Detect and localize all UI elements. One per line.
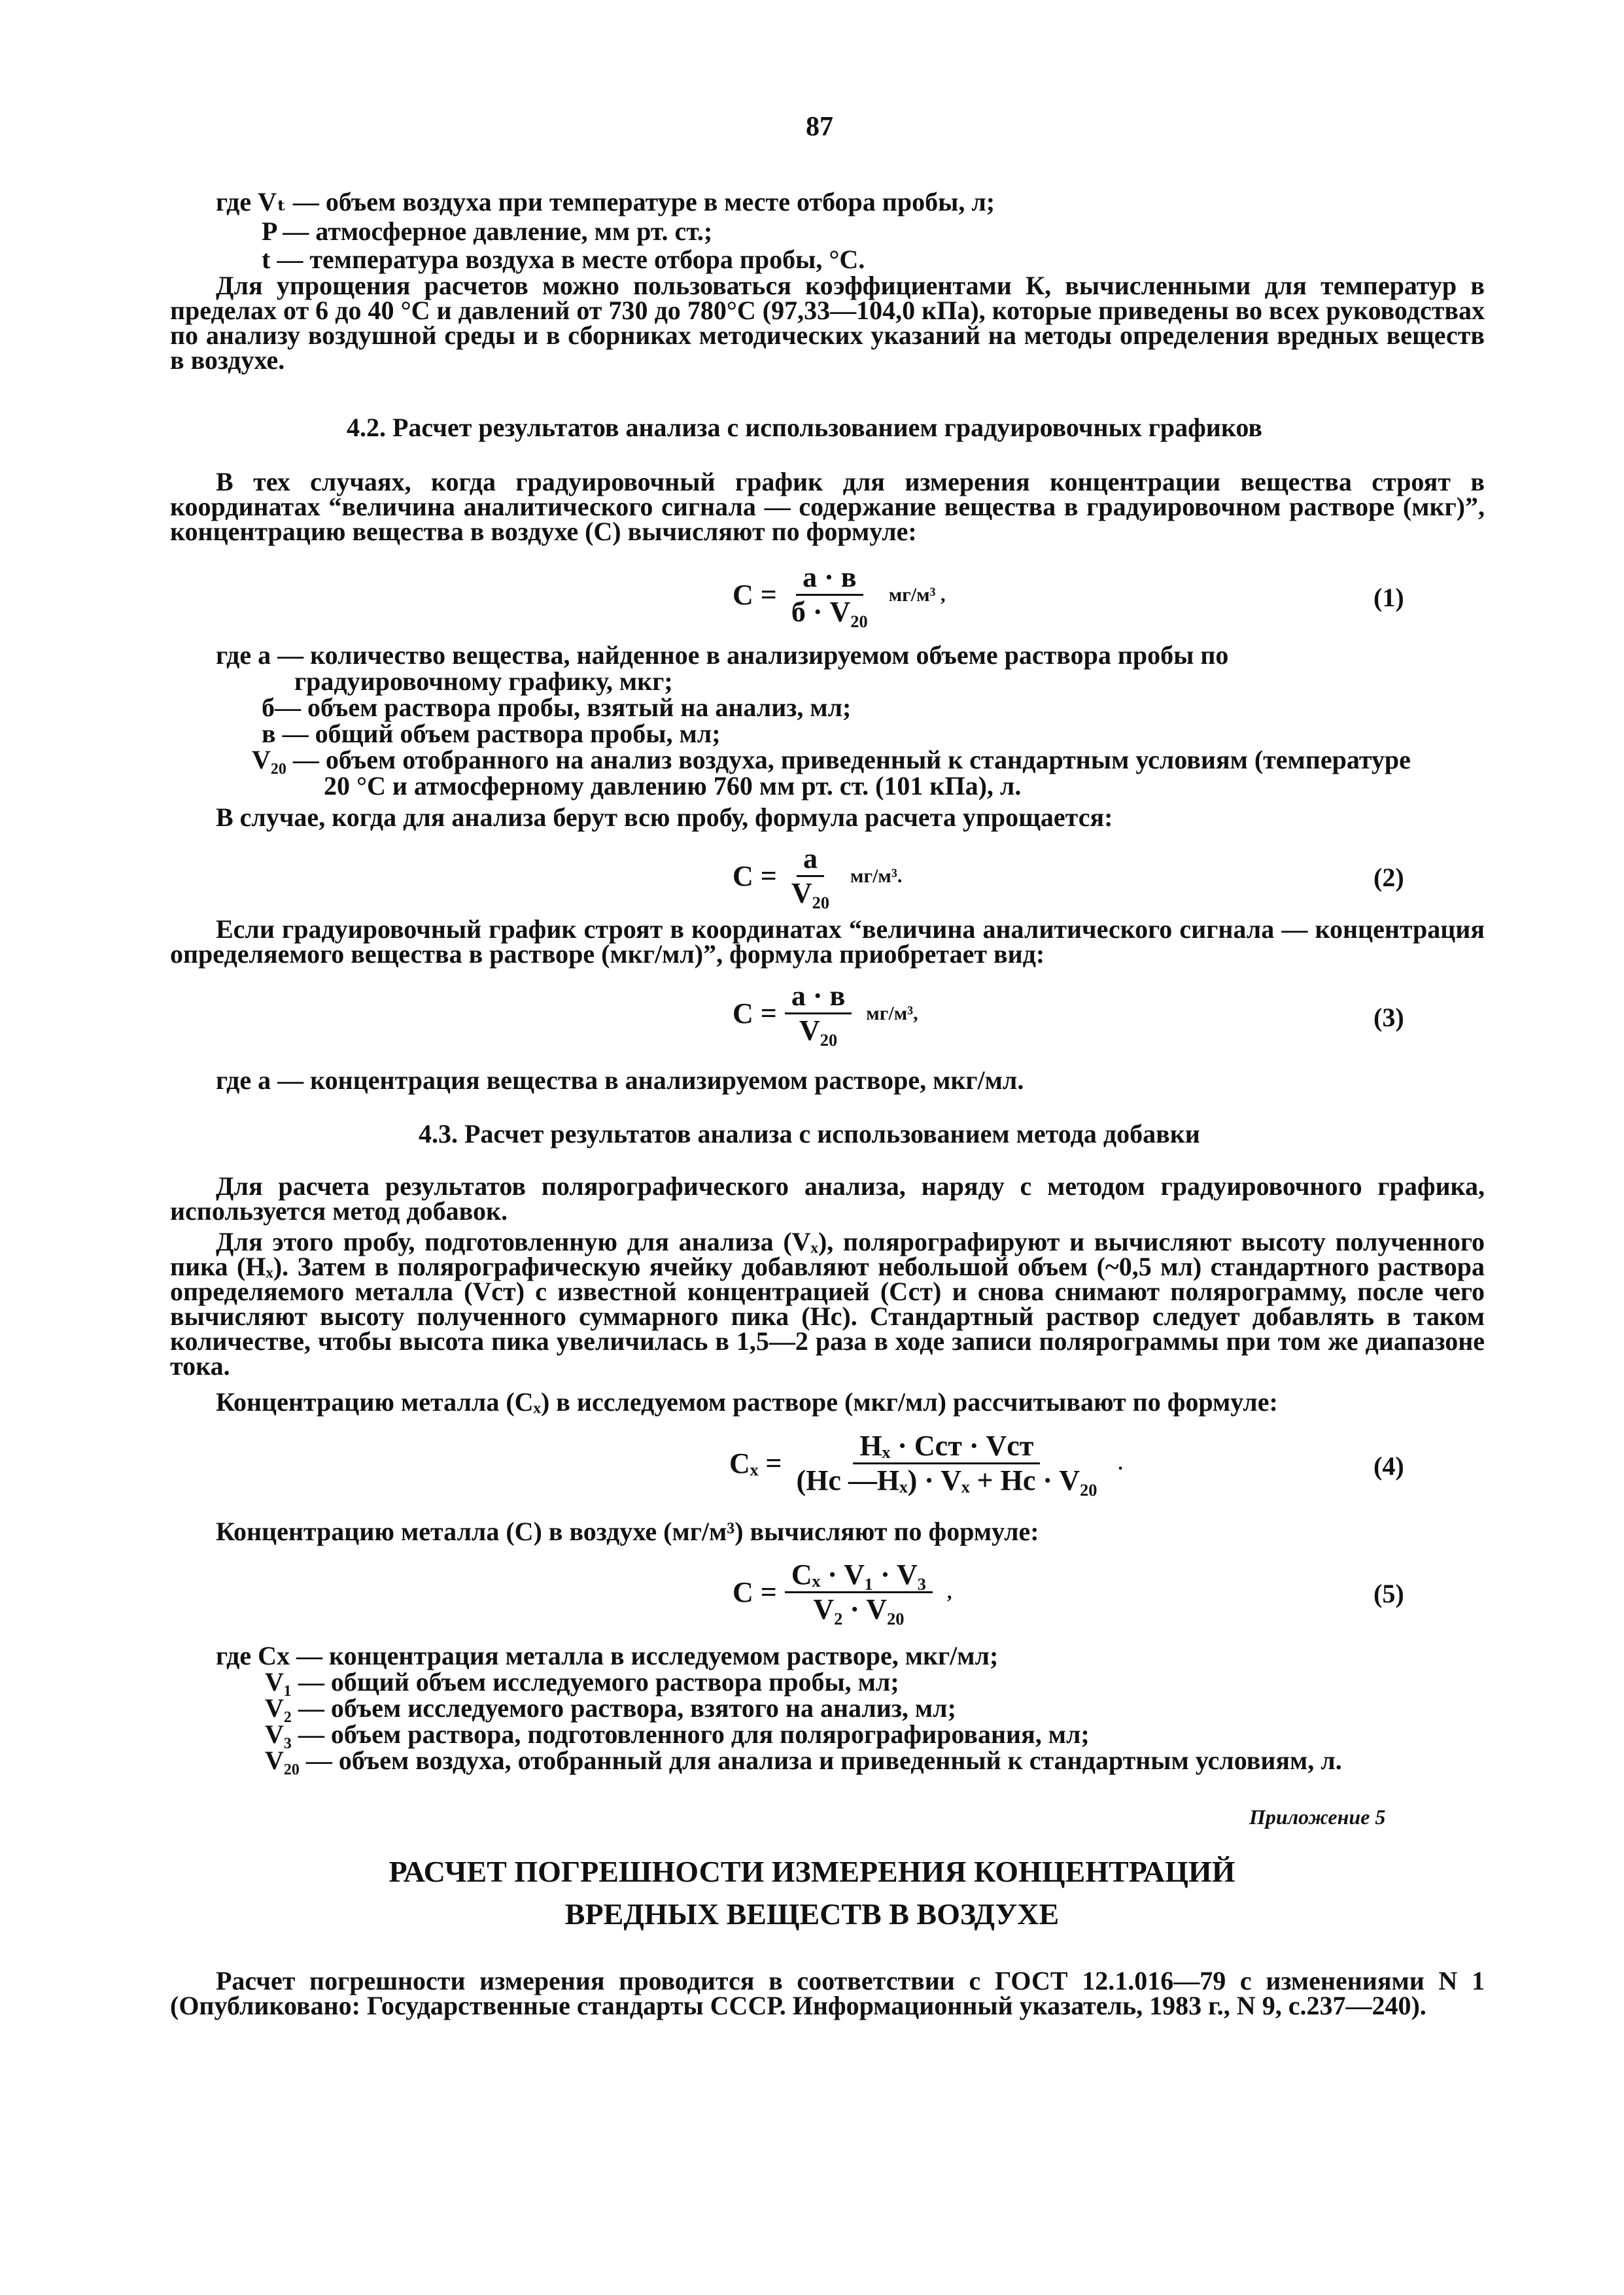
- equation-number: (4): [1373, 1451, 1404, 1481]
- definition-line: 20 °С и атмосферному давлению 760 мм рт. ст. (101 кПа), л.: [324, 771, 1022, 801]
- formula-1: [733, 562, 946, 627]
- fraction-denominator: V₂ · V₂₀: [813, 1593, 905, 1625]
- paragraph-4-3-b: Для этого пробу, подготовленную для анализа (Vₓ), полярографируют и вычисляют высоту полученного пика (Hₓ). Затем в полярографическую ячейку добавляют небольшой объем (~0,5 мл) стандартного раствора определяемого металла (Vст) с известной концентрацией (Сст) и снова снимают полярограмму, после чего вычисляют высоту полученного суммарного пика (Hc). Стандартный раствор следует добавлять в таком количестве, чтобы высота пика увеличилась в 1,5—2 раза в ходе записи полярограммы при том же диапазоне тока.: [170, 1227, 1485, 1381]
- formula-lhs: C =: [733, 579, 777, 611]
- formula-lhs: C =: [733, 997, 777, 1029]
- definition-line: V₂₀ — объем отобранного на анализ воздуха, приведенный к стандартным условиям (температуре: [252, 745, 1411, 774]
- formula-5: [733, 1560, 952, 1625]
- paragraph-4-2: В тех случаях, когда градуировочный график для измерения концентрации вещества строят в координатах “величина аналитического сигнала — содержание вещества в градуировочном растворе (мкг)”, концентрацию вещества в воздухе (С) вычисляют по формуле:: [170, 467, 1485, 546]
- formula-lhs: C =: [733, 1576, 777, 1608]
- page-number: 87: [806, 112, 833, 142]
- fraction: [785, 981, 852, 1046]
- definition-line: V₁ — общий объем исследуемого раствора пробы, мл;: [265, 1667, 899, 1697]
- section-heading-4-3: 4.3. Расчет результатов анализа с использованием метода добавки: [419, 1119, 1200, 1148]
- fraction: [785, 1560, 933, 1625]
- definition-line: V₂ — объем исследуемого раствора, взятого на анализ, мл;: [265, 1693, 956, 1723]
- formula-unit: мг/м³.: [850, 865, 903, 887]
- definition-line: где Vₜ — объем воздуха при температуре в месте отбора пробы, л;: [216, 187, 995, 216]
- definition-line: V₂₀ — объем воздуха, отобранный для анализа и приведенный к стандартным условиям, л.: [265, 1746, 1342, 1775]
- paragraph-whole-sample: В случае, когда для анализа берут всю пробу, формула расчета упрощается:: [216, 802, 1113, 832]
- formula-unit: .: [1118, 1452, 1123, 1474]
- fraction-numerator: а · в: [785, 981, 852, 1014]
- paragraph-4-3-a: Для расчета результатов полярографического анализа, наряду с методом градуировочного графика, используется метод добавок.: [170, 1171, 1485, 1226]
- appendix-label: Приложение 5: [1249, 1805, 1386, 1829]
- definition-line: V₃ — объем раствора, подготовленного для полярографирования, мл;: [265, 1719, 1090, 1749]
- definition-line: б— объем раствора пробы, взятый на анализ, мл;: [262, 693, 852, 722]
- section-heading-4-2: 4.2. Расчет результатов анализа с использованием градуировочных графиков: [347, 413, 1262, 442]
- formula-lhs: Cₓ =: [729, 1447, 782, 1479]
- formula-unit: ,: [946, 1581, 952, 1603]
- definition-line: градуировочному графику, мкг;: [294, 666, 673, 696]
- fraction-denominator: V₂₀: [791, 877, 830, 909]
- fraction-denominator: V₂₀: [799, 1014, 838, 1046]
- fraction-denominator: б · V₂₀: [791, 596, 868, 628]
- fraction-denominator: (Hc —Hₓ) · Vₓ + Hc · V₂₀: [796, 1464, 1097, 1496]
- fraction-numerator: Cₓ · V₁ · V₃: [785, 1560, 933, 1593]
- fraction: [789, 1431, 1103, 1496]
- fraction-numerator: а · в: [796, 562, 863, 596]
- formula-unit: мг/м³,: [866, 1002, 918, 1024]
- formula-lhs: C =: [733, 860, 777, 892]
- fraction-numerator: Hₓ · Cст · Vст: [853, 1431, 1040, 1464]
- definition-line: где а — количество вещества, найденное в анализируемом объеме раствора пробы по: [216, 640, 1229, 670]
- equation-number: (2): [1373, 863, 1404, 892]
- paragraph-4-3-c: Концентрацию металла (Сₓ) в исследуемом растворе (мкг/мл) рассчитывают по формуле:: [216, 1387, 1278, 1417]
- paragraph-simplify: Для упрощения расчетов можно пользоваться коэффициентами К, вычисленными для температур в пределах от 6 до 40 °С и давлений от 730 до 780°С (97,33—104,0 кПа), которые приведены во всех руководствах по анализу воздушной среды и в сборниках методических указаний на методы определения вредных веществ в воздухе.: [170, 271, 1485, 375]
- definition-line: t — температура воздуха в месте отбора пробы, °С.: [262, 245, 865, 274]
- definition-line: где а — концентрация вещества в анализируемом растворе, мкг/мл.: [216, 1065, 1024, 1095]
- definition-line: P — атмосферное давление, мм рт. ст.;: [262, 216, 713, 246]
- appendix-text: Расчет погрешности измерения проводится в соответствии с ГОСТ 12.1.016—79 с изменениями N 1 (Опубликовано: Государственные стандарты СССР. Информационный указатель, 1983 г., N 9, с.237—240).: [170, 1966, 1485, 2020]
- paragraph-4-3-d: Концентрацию металла (С) в воздухе (мг/м³) вычисляют по формуле:: [216, 1517, 1039, 1546]
- formula-unit: мг/м³ ,: [888, 583, 946, 606]
- appendix-title-line-2: ВРЕДНЫХ ВЕЩЕСТВ В ВОЗДУХЕ: [564, 1897, 1060, 1931]
- fraction-numerator: а: [797, 844, 824, 877]
- equation-number: (3): [1373, 1003, 1404, 1032]
- formula-4: [729, 1431, 1123, 1496]
- formula-3: [733, 981, 918, 1046]
- equation-number: (5): [1373, 1579, 1404, 1608]
- definition-line: в — общий объем раствора пробы, мл;: [262, 719, 721, 748]
- equation-number: (1): [1373, 583, 1404, 612]
- definition-line: где Сх — концентрация металла в исследуемом растворе, мкг/мл;: [216, 1641, 999, 1670]
- appendix-title-line-1: РАСЧЕТ ПОГРЕШНОСТИ ИЗМЕРЕНИЯ КОНЦЕНТРАЦИЙ: [389, 1855, 1235, 1888]
- paragraph-concentration: Если градуировочный график строят в координатах “величина аналитического сигнала — концентрация определяемого вещества в растворе (мкг/мл)”, формула приобретает вид:: [170, 914, 1485, 969]
- fraction: [785, 844, 836, 908]
- formula-2: [733, 844, 902, 908]
- fraction: [785, 562, 874, 627]
